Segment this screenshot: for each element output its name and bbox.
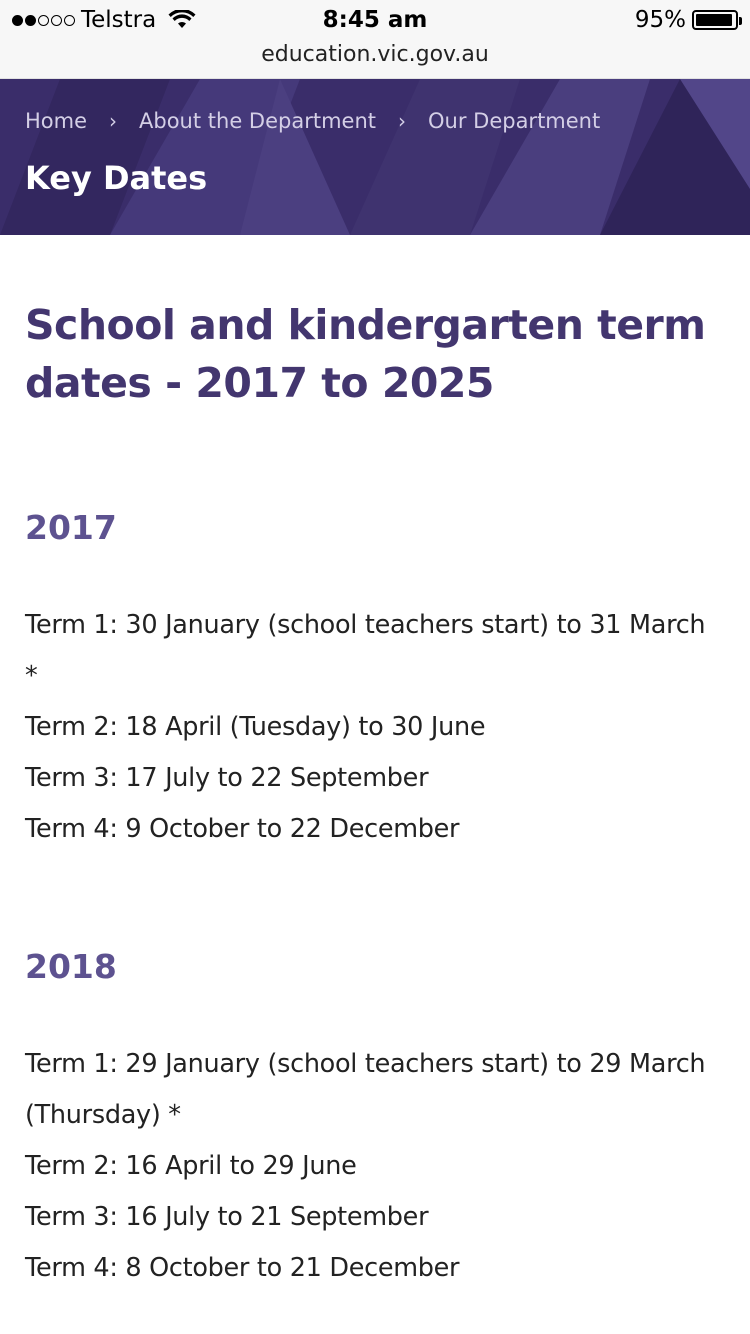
main-content <box>25 296 725 1294</box>
year-section-2018 <box>25 947 725 1294</box>
year-heading: 2017 <box>25 508 117 547</box>
term-item: Term 3: 17 July to 22 September <box>25 763 429 793</box>
banner-title: Key Dates <box>25 159 208 197</box>
term-item: Term 1: 29 January (school teachers start) to 29 March (Thursday) * <box>25 1049 706 1130</box>
carrier-name: Telstra <box>81 7 157 33</box>
term-item: Term 1: 30 January (school teachers start) to 31 March * <box>25 610 706 691</box>
term-item: Term 2: 16 April to 29 June <box>25 1151 357 1181</box>
term-item: Term 4: 9 October to 22 December <box>25 814 460 844</box>
breadcrumb-home[interactable]: Home <box>25 109 88 133</box>
term-item: Term 4: 8 October to 21 December <box>25 1253 460 1283</box>
breadcrumb-about[interactable]: About the Department <box>139 109 376 133</box>
status-bar <box>0 0 750 79</box>
banner-pattern <box>0 79 750 235</box>
chevron-right-icon: › <box>398 109 406 133</box>
page-title: School and kindergarten term dates - 2017 to 2025 <box>25 301 706 407</box>
battery-status <box>635 7 738 33</box>
term-item: Term 3: 16 July to 21 September <box>25 1202 429 1232</box>
chevron-right-icon: › <box>109 109 118 133</box>
page-banner <box>0 79 750 235</box>
breadcrumb <box>25 109 600 133</box>
battery-icon <box>692 10 738 30</box>
address-bar[interactable]: education.vic.gov.au <box>261 42 489 67</box>
year-heading: 2018 <box>25 947 117 986</box>
year-section-2017 <box>25 508 725 855</box>
term-list <box>25 1039 725 1294</box>
breadcrumb-our-department[interactable]: Our Department <box>428 109 601 133</box>
term-list <box>25 600 725 855</box>
term-item: Term 2: 18 April (Tuesday) to 30 June <box>25 712 486 742</box>
battery-percent: 95% <box>634 7 686 33</box>
clock: 8:45 am <box>322 7 428 33</box>
